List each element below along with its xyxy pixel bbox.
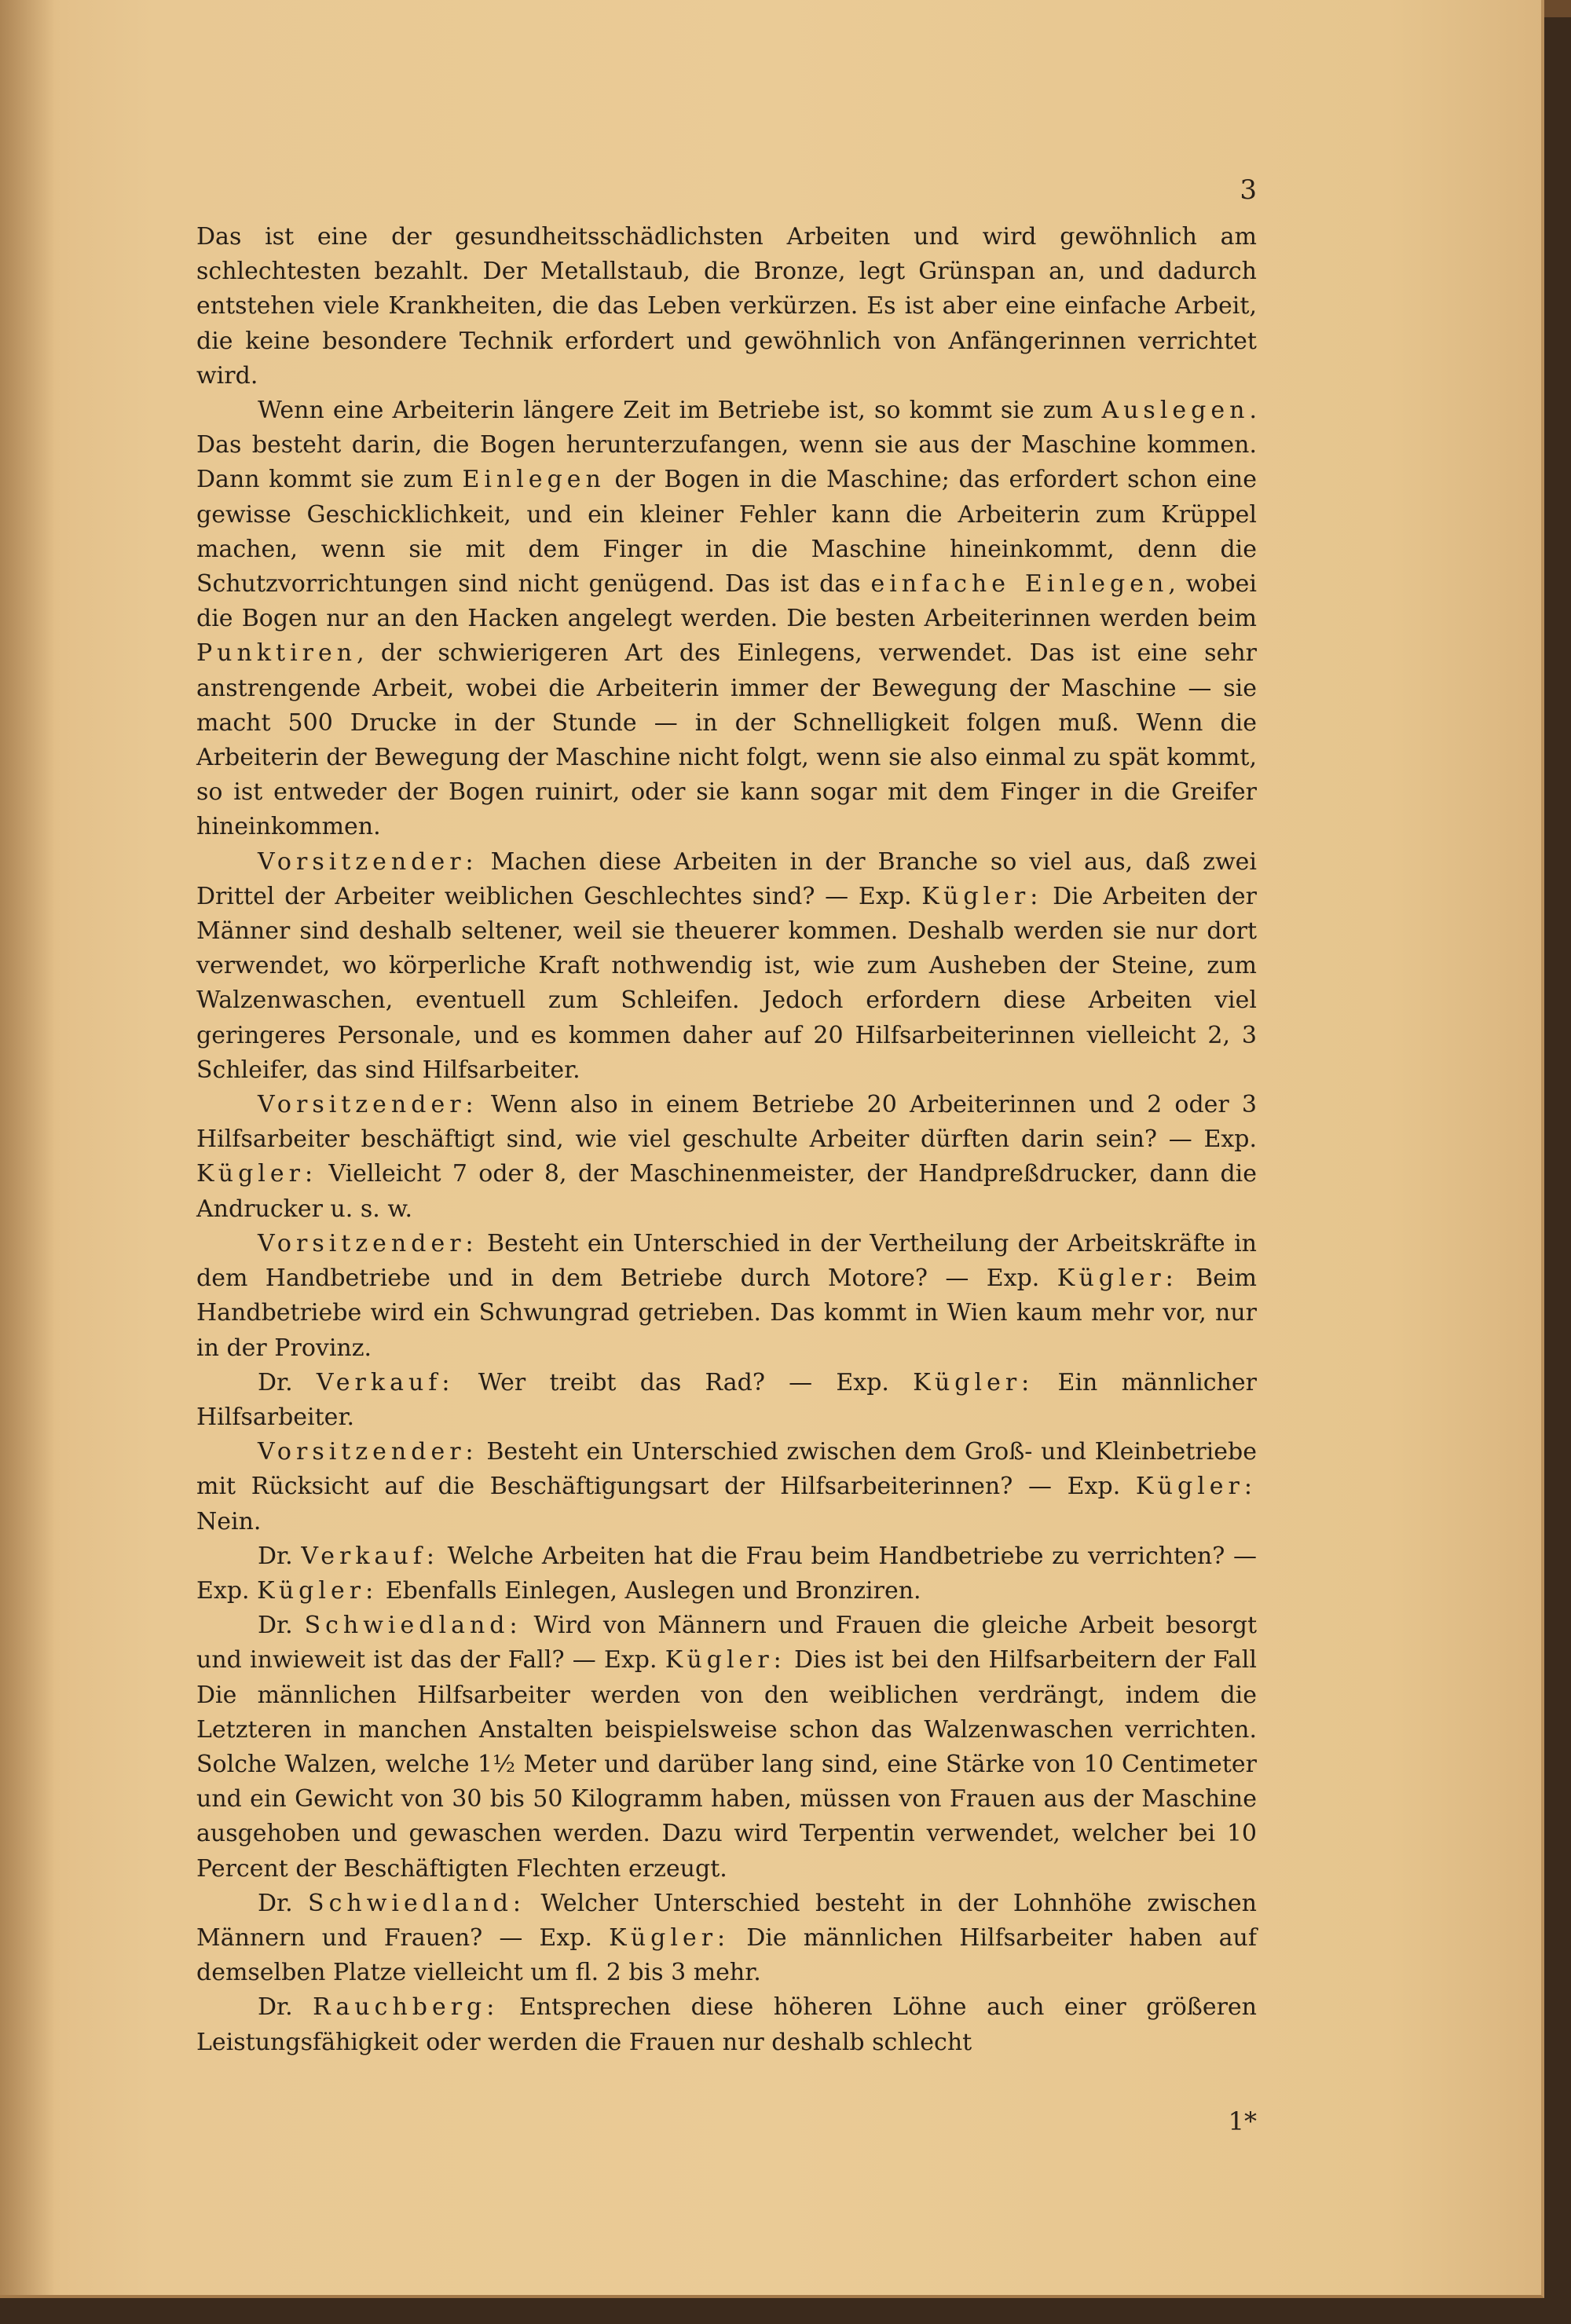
text-run: Machen diese Arbeiten in der Branche so viel aus, daß zwei Drittel der Arbeiter weiblichen Geschlechtes sind? — Exp. [196, 847, 1257, 910]
text-run: Das ist eine der gesundheitsschädlichsten Arbeiten und wird gewöhnlich am schlechtesten bezahlt. Der Metallstaub, die Bronze, legt Grünspan an, und dadurch entstehen viele Krankheiten, die das Leben verkürzen. Es ist aber eine einfache Arbeit, die keine besondere Technik erfordert und gewöhnlich von Anfängerinnen verrichtet wird. [196, 223, 1257, 390]
spaced-emphasis: Kügler: [609, 1923, 731, 1952]
text-run: Nein. [196, 1507, 262, 1535]
spaced-emphasis: Kügler: [665, 1646, 786, 1674]
text-run: Wenn also in einem Betriebe 20 Arbeiterinnen und 2 oder 3 Hilfsarbeiter beschäftigt sind, wie viel geschulte Arbeiter dürften darin sein? — Exp. [196, 1091, 1257, 1154]
spaced-emphasis: Kügler: [257, 1576, 379, 1605]
paragraph [196, 393, 1257, 845]
text-run: Wer treibt das Rad? — Exp. [454, 1368, 914, 1396]
spaced-emphasis: einfache Einlegen [870, 570, 1169, 598]
spaced-emphasis: Vorsitzender: [258, 1438, 478, 1466]
paragraph [196, 1887, 1257, 1991]
spaced-emphasis: Vorsitzender: [258, 1091, 478, 1119]
text-run: Welcher Unterschied besteht in der Lohnhöhe zwischen Männern und Frauen? — Exp. [196, 1889, 1257, 1952]
text-run: Ebenfalls Einlegen, Auslegen und Bronziren. [378, 1576, 921, 1605]
paragraph [196, 1088, 1257, 1227]
text-run: Besteht ein Unterschied in der Vertheilung der Arbeitskräfte in dem Handbetriebe und in dem Betriebe durch Motore? — Exp. [196, 1229, 1257, 1293]
text-run: Dr. [258, 1542, 302, 1570]
text-run: Beim Handbetriebe wird ein Schwungrad getrieben. Das kommt in Wien kaum mehr vor, nur in der Provinz. [196, 1264, 1257, 1362]
paragraph [196, 845, 1257, 1088]
body-text [196, 220, 1257, 2060]
text-run: Besteht ein Unterschied zwischen dem Groß- und Kleinbetriebe mit Rücksicht auf die Beschäftigungsart der Hilfsarbeiterinnen? — Exp. [196, 1438, 1257, 1501]
spaced-emphasis: Schwiedland: [308, 1889, 526, 1917]
spaced-emphasis: Kügler: [913, 1368, 1035, 1396]
page-number: 3 [1240, 174, 1257, 206]
text-run: Die männlichen Hilfsarbeiter haben auf demselben Platze vielleicht um fl. 2 bis 3 mehr. [196, 1923, 1257, 1987]
text-run: . Das besteht darin, die Bogen herunterzufangen, wenn sie aus der Maschine kommen. Dann kommt sie zum [196, 397, 1257, 494]
spaced-emphasis: Auslegen [1101, 397, 1250, 425]
paragraph [196, 220, 1257, 393]
paragraph [196, 1609, 1257, 1887]
paragraph [196, 1539, 1257, 1609]
text-run: , wobei die Bogen nur an den Hacken angelegt werden. Die besten Arbeiterinnen werden beim [196, 570, 1258, 633]
spaced-emphasis: Rauchberg: [313, 1993, 500, 2022]
paragraph [196, 1227, 1257, 1366]
text-run: der Bogen in die Maschine; das erfordert schon eine gewisse Geschicklichkeit, und ein kleiner Fehler kann die Arbeiterin zum Krüppel machen, wenn sie mit dem Finger in die Maschine hineinkommt, denn die Schutzvorrichtungen sind nicht genügend. Das ist das [196, 466, 1257, 598]
text-run: Dr. [258, 1993, 313, 2022]
spaced-emphasis: Kügler: [921, 882, 1043, 910]
text-run: Entsprechen diese höheren Löhne auch einer größeren Leistungsfähigkeit oder werden die Frauen nur deshalb schlecht [196, 1993, 1257, 2056]
spaced-emphasis: Vorsitzender: [258, 847, 478, 876]
text-run: Ein männlicher Hilfsarbeiter. [196, 1368, 1257, 1431]
text-run: Die Arbeiten der Männer sind deshalb seltener, weil sie theuerer kommen. Deshalb werden sie nur dort verwendet, wo körperliche Kraft nothwendig ist, wie zum Ausheben der Steine, zum Walzenwaschen, eventuell zum Schleifen. Jedoch erfordern diese Arbeiten viel geringeres Personale, und es kommen daher auf 20 Hilfsarbeiterinnen vielleicht 2, 3 Schleifer, das sind Hilfsarbeiter. [196, 882, 1258, 1084]
spaced-emphasis: Kügler: [196, 1160, 318, 1188]
spaced-emphasis: Schwiedland: [304, 1612, 522, 1640]
spaced-emphasis: Verkauf: [316, 1368, 455, 1396]
paragraph [196, 1990, 1257, 2059]
spaced-emphasis: Punktiren [196, 639, 357, 668]
spaced-emphasis: Vorsitzender: [258, 1229, 478, 1257]
text-run: Dr. [258, 1612, 305, 1640]
spaced-emphasis: Kügler: [1135, 1473, 1257, 1501]
text-run: Dies ist bei den Hilfsarbeitern der Fall Die männlichen Hilfsarbeiter werden von den weiblichen verdrängt, indem die Letzteren in manchen Anstalten beispielsweise schon das Walzenwaschen verrichten. Solche Walzen, welche 1½ Meter und darüber lang sind, eine Stärke von 10 Centimeter und ein Gewicht von 30 bis 50 Kilogramm haben, müssen von Frauen aus der Maschine ausgehoben und gewaschen werden. Dazu wird Terpentin verwendet, welcher bei 10 Percent der Beschäftigten Flechten erzeugt. [196, 1646, 1257, 1883]
signature-mark: 1* [1228, 2106, 1257, 2136]
paragraph [196, 1366, 1257, 1435]
text-run: Wird von Männern und Frauen die gleiche Arbeit besorgt und inwieweit ist das der Fall? — Exp. [196, 1612, 1257, 1674]
text-run: , der schwierigeren Art des Einlegens, verwendet. Das ist eine sehr anstrengende Arbeit, wobei die Arbeiterin immer der Bewegung der Maschine — sie macht 500 Drucke in der Stunde — in der Schnelligkeit folgen muß. Wenn die Arbeiterin der Bewegung der Maschine nicht folgt, wenn sie also einmal zu spät kommt, so ist entweder der Bogen ruinirt, oder sie kann sogar mit dem Finger in die Greifer hineinkommen. [196, 639, 1257, 841]
text-run: Wenn eine Arbeiterin längere Zeit im Betriebe ist, so kommt sie zum [258, 397, 1102, 425]
text-run: Welche Arbeiten hat die Frau beim Handbetriebe zu verrichten? — Exp. [196, 1542, 1257, 1605]
paragraph [196, 1435, 1257, 1539]
spaced-emphasis: Einlegen [462, 466, 606, 494]
text-run: Dr. [258, 1368, 317, 1396]
text-run: Dr. [258, 1889, 309, 1917]
spaced-emphasis: Kügler: [1056, 1264, 1178, 1293]
text-run: Vielleicht 7 oder 8, der Maschinenmeister, der Handpreßdrucker, dann die Andrucker u. s. w. [196, 1160, 1257, 1223]
spaced-emphasis: Verkauf: [301, 1542, 439, 1570]
